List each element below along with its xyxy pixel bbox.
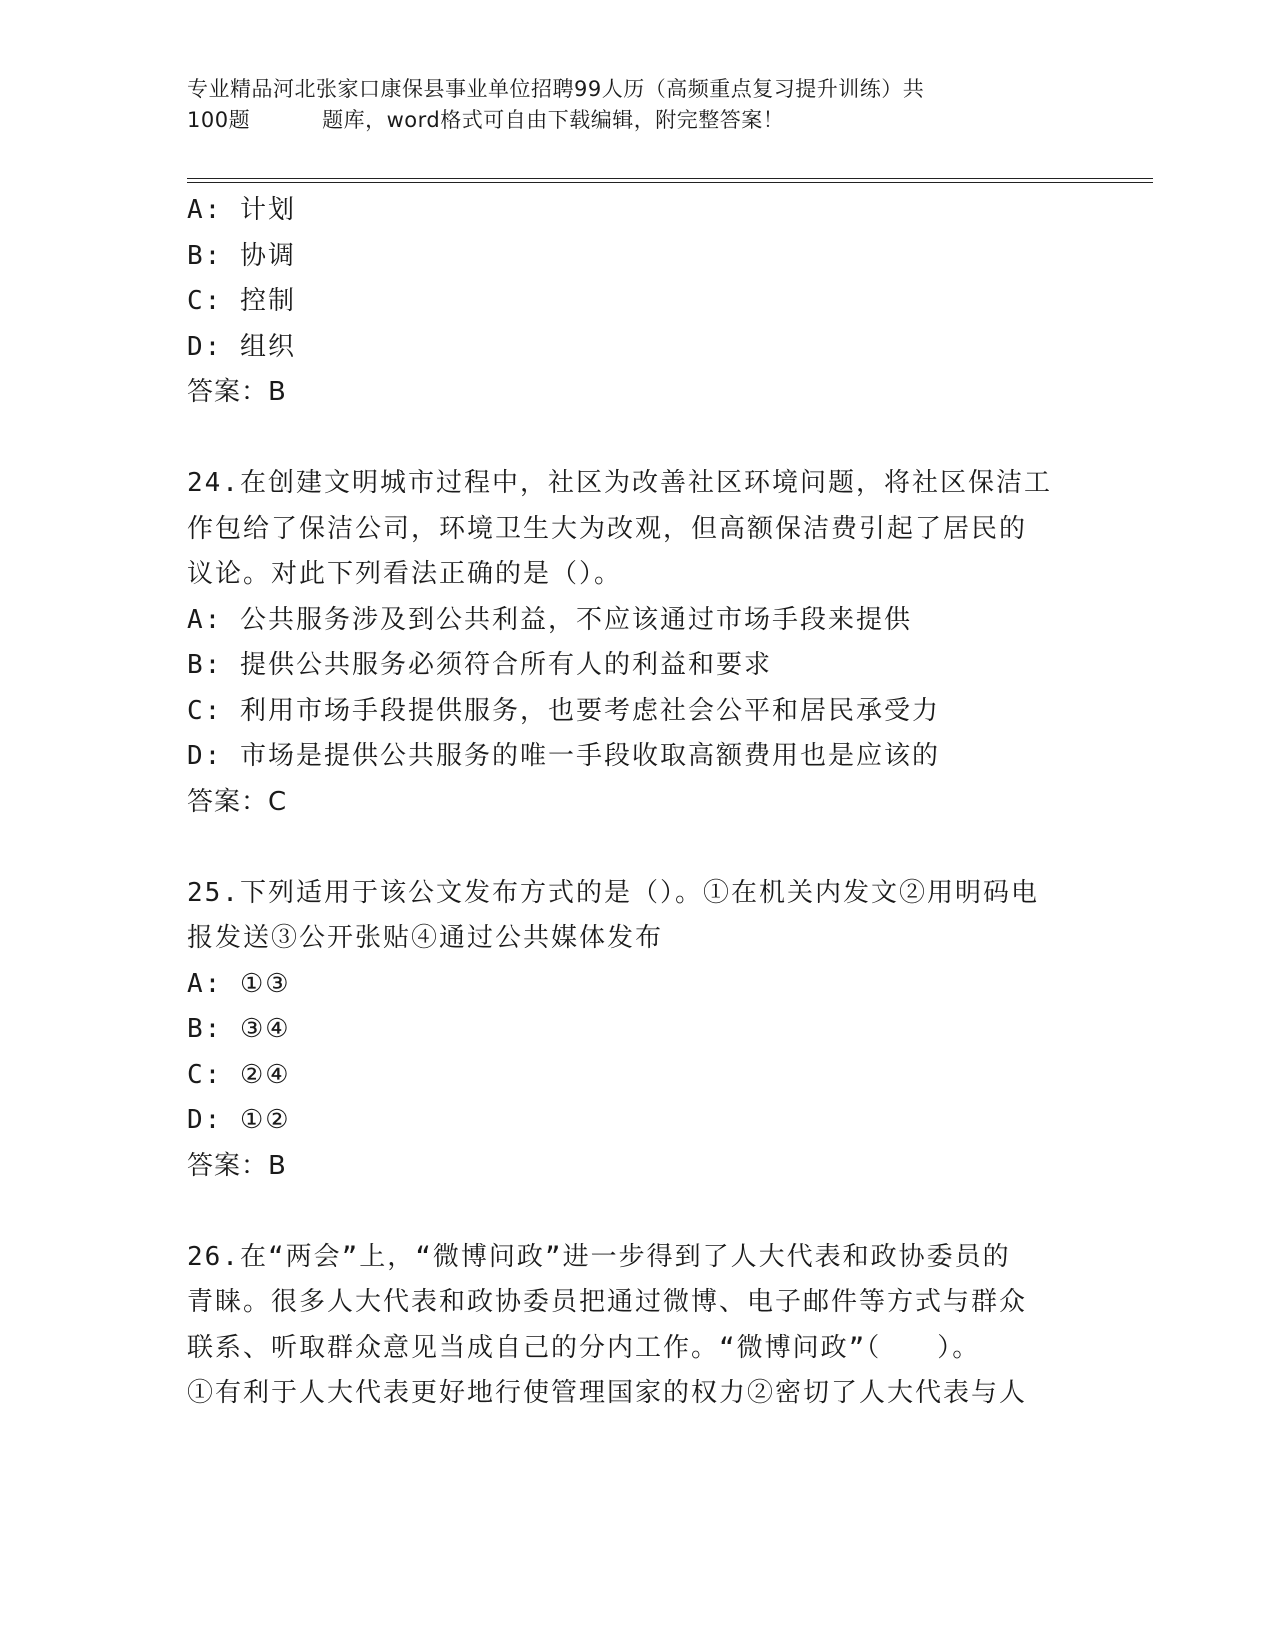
header-title-line-2 (187, 105, 1087, 136)
question-24 (187, 461, 1087, 825)
option-b: B: 协调 (187, 240, 296, 271)
question-stem-line: ①有利于人大代表更好地行使管理国家的权力②密切了人大代表与人 (187, 1378, 1028, 1408)
option-c: C: 控制 (187, 286, 296, 316)
question-26 (187, 1235, 1087, 1417)
question-stem-line: 联系、听取群众意见当成自己的分内工作。“微博问政”（ ）。 (187, 1332, 981, 1363)
header-title-line-1: 专业精品河北张家口康保县事业单位招聘99人历（高频重点复习提升训练）共 (187, 77, 925, 101)
answer: 答案：C (187, 786, 288, 817)
question-stem-line: 25.下列适用于该公文发布方式的是（）。①在机关内发文②用明码电 (187, 877, 1039, 908)
option-d: D: 市场是提供公共服务的唯一手段收取高额费用也是应该的 (187, 741, 940, 771)
question-stem-line: 作包给了保洁公司，环境卫生大为改观，但高额保洁费引起了居民的 (187, 513, 1028, 544)
question-content (187, 188, 1087, 1417)
header-divider-bottom (187, 182, 1153, 183)
question-stem-line: 议论。对此下列看法正确的是（）。 (187, 559, 623, 589)
answer: 答案：B (187, 1150, 287, 1181)
option-d: D: 组织 (187, 331, 296, 362)
option-b: B: ③④ (187, 1014, 291, 1044)
option-c: C: 利用市场手段提供服务，也要考虑社会公平和居民承受力 (187, 695, 940, 726)
question-stem-line: 报发送③公开张贴④通过公共媒体发布 (187, 923, 664, 953)
header-title-tail: 题库，word格式可自由下载编辑，附完整答案！ (322, 108, 785, 132)
option-a: A: ①③ (187, 968, 291, 999)
option-a: A: 计划 (187, 195, 296, 225)
question-25 (187, 871, 1087, 1190)
page-header (187, 74, 1087, 136)
header-question-count: 100题 (187, 108, 251, 132)
question-23 (187, 188, 1087, 416)
option-d: D: ①② (187, 1105, 291, 1135)
option-c: C: ②④ (187, 1059, 291, 1090)
option-b: B: 提供公共服务必须符合所有人的利益和要求 (187, 650, 772, 680)
header-divider-top (187, 178, 1153, 179)
option-a: A: 公共服务涉及到公共利益，不应该通过市场手段来提供 (187, 604, 912, 635)
question-stem-line: 24.在创建文明城市过程中，社区为改善社区环境问题，将社区保洁工 (187, 468, 1052, 498)
answer: 答案：B (187, 377, 287, 407)
question-stem-line: 26.在“两会”上，“微博问政”进一步得到了人大代表和政协委员的 (187, 1241, 1011, 1272)
question-stem-line: 青睐。很多人大代表和政协委员把通过微博、电子邮件等方式与群众 (187, 1287, 1028, 1317)
